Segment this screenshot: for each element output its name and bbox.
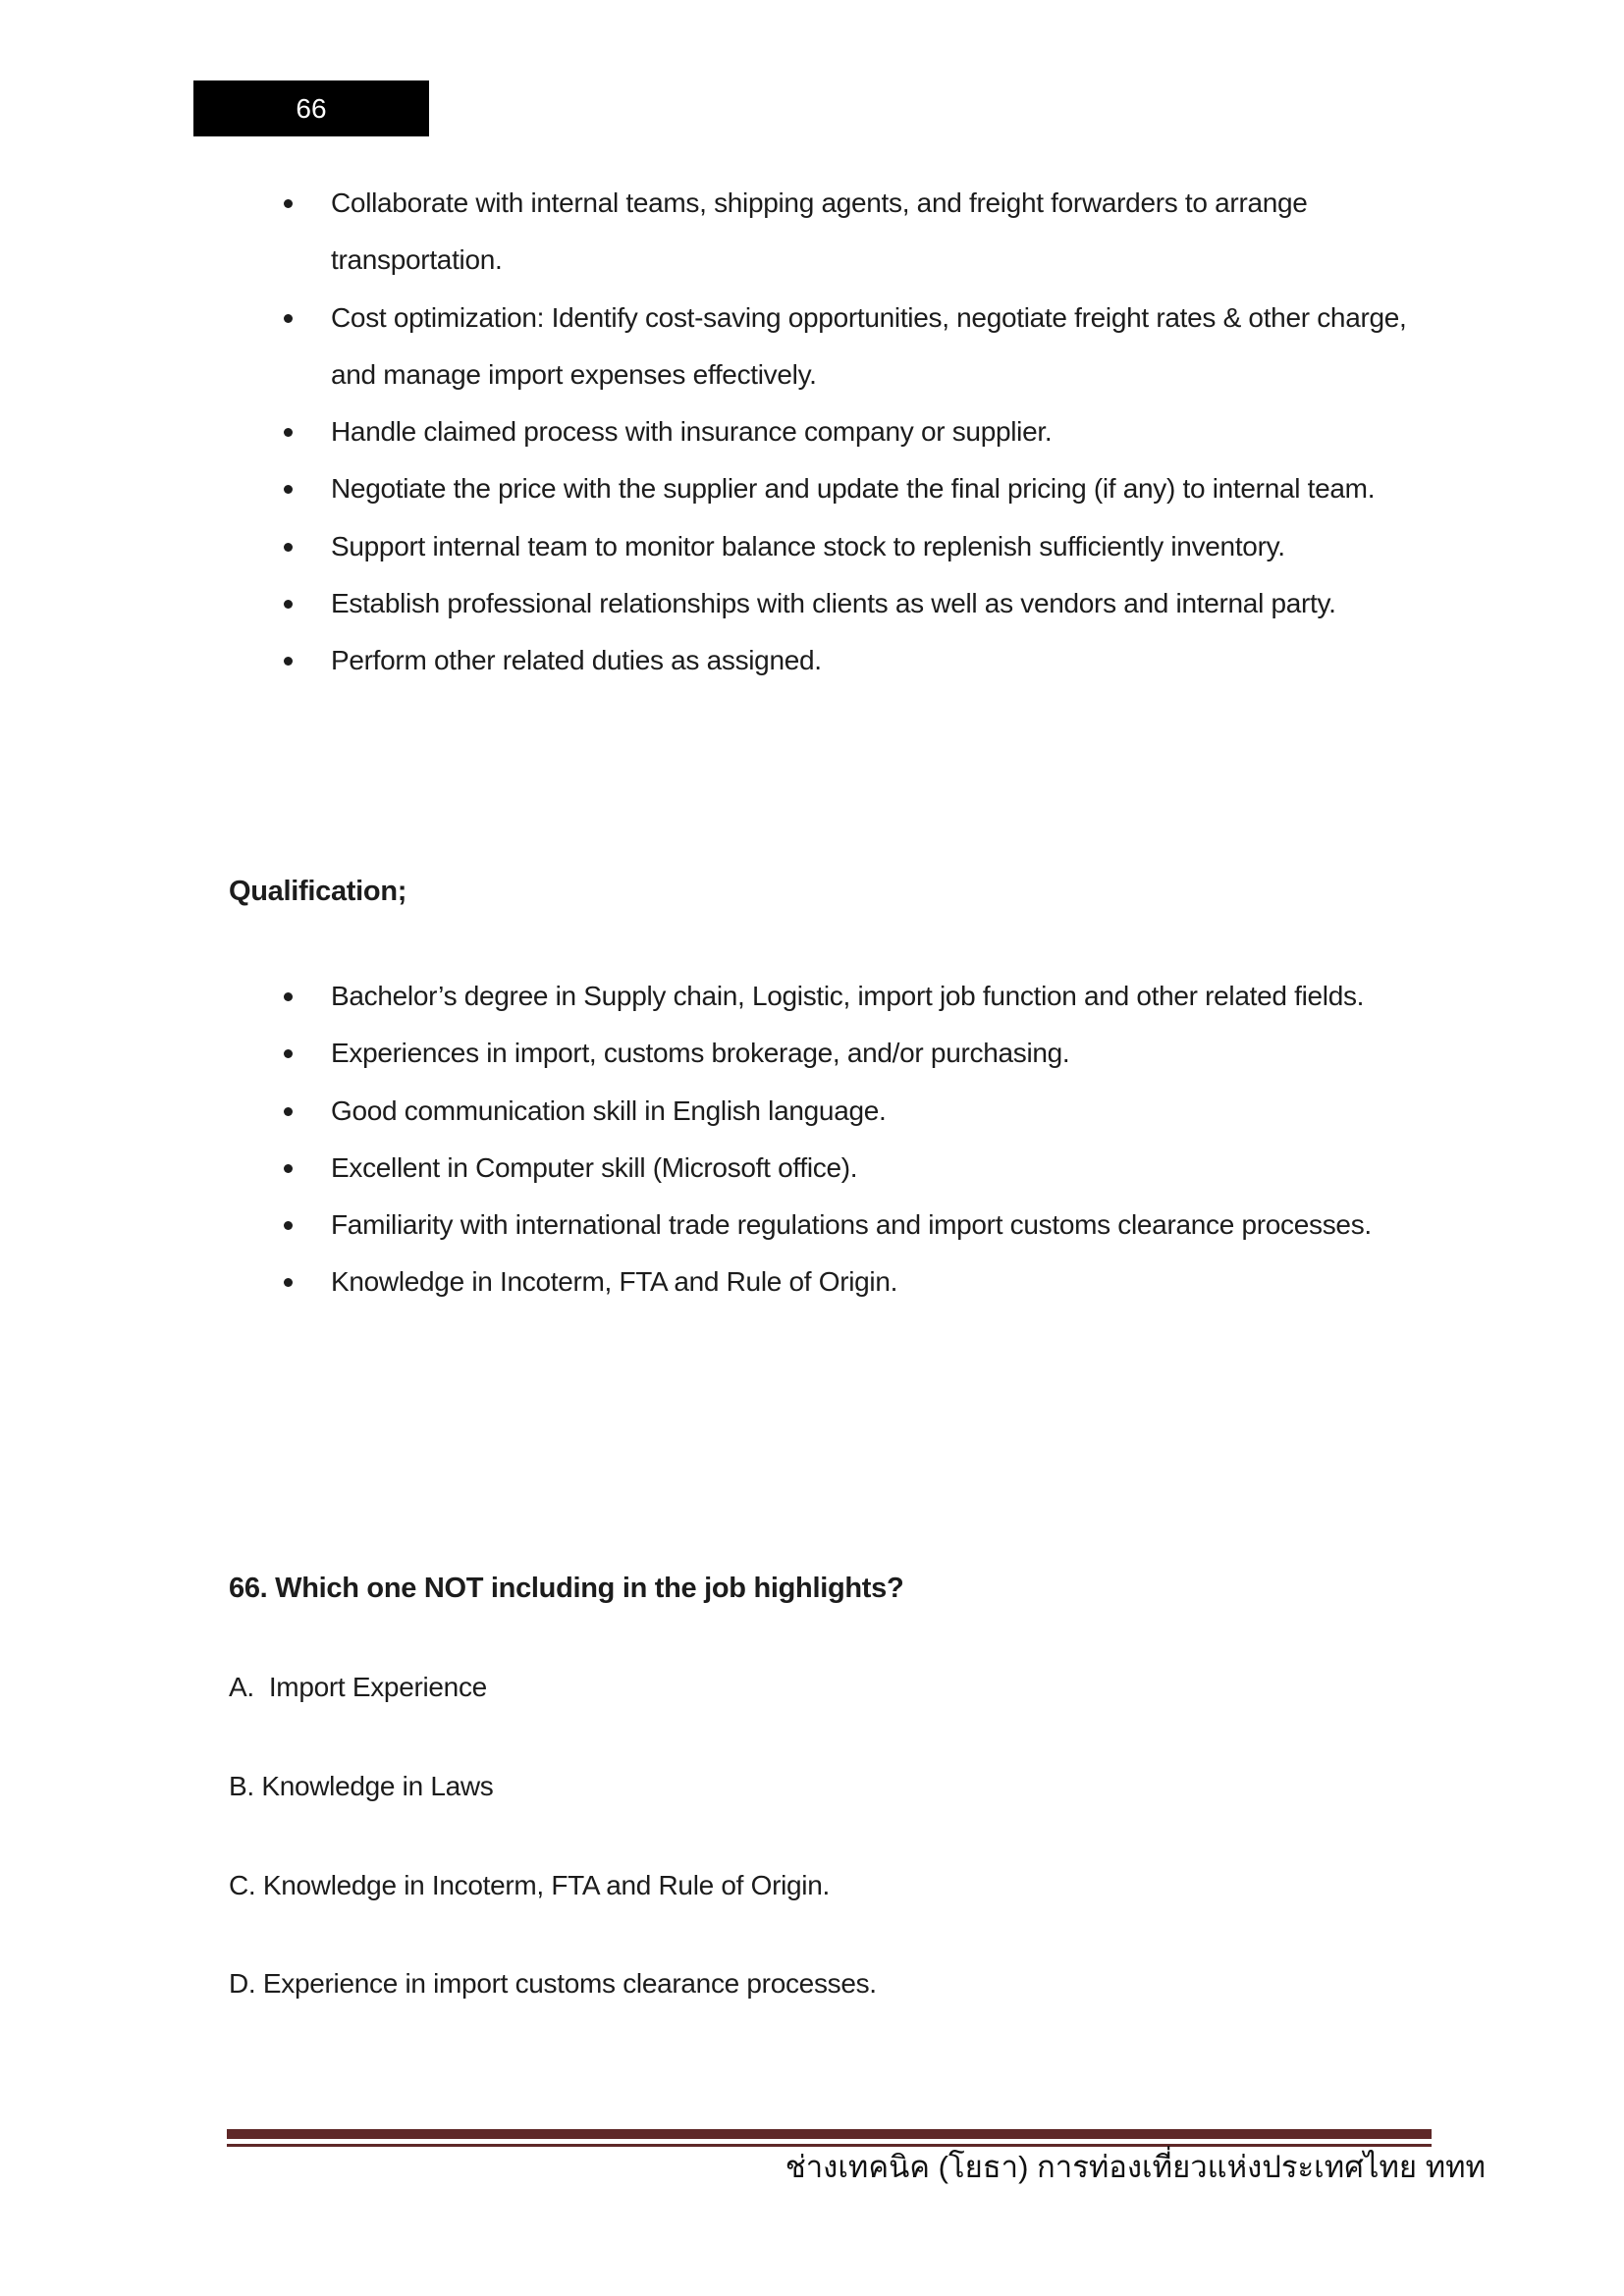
answer-option: D. Experience in import customs clearance processes.	[229, 1968, 877, 1999]
qualification-heading: Qualification;	[229, 876, 407, 907]
bullet-icon	[284, 428, 293, 437]
list-item	[229, 290, 1456, 404]
list-item	[229, 518, 1456, 575]
list-item-text: Good communication skill in English language.	[331, 1095, 887, 1126]
bullet-icon	[284, 543, 293, 552]
bullet-icon	[284, 1107, 293, 1116]
list-item-text: Familiarity with international trade regulations and import customs clearance processes.	[331, 1209, 1372, 1241]
list-item-text: Bachelor’s degree in Supply chain, Logistic, import job function and other related fields.	[331, 981, 1365, 1011]
list-item	[229, 968, 1456, 1025]
list-item	[229, 1140, 1456, 1197]
page-number-box	[193, 80, 429, 136]
list-item-text: Perform other related duties as assigned.	[331, 645, 822, 676]
list-item	[229, 403, 1456, 460]
list-item	[229, 632, 1456, 689]
list-item-text: Experiences in import, customs brokerage, and/or purchasing.	[331, 1038, 1070, 1069]
bullet-icon	[284, 1278, 293, 1287]
bullet-icon	[284, 485, 293, 494]
list-item	[229, 460, 1456, 517]
bullet-icon	[284, 657, 293, 666]
list-item-text: Excellent in Computer skill (Microsoft office).	[331, 1151, 858, 1183]
question-text: 66. Which one NOT including in the job highlights?	[229, 1573, 904, 1604]
footer-text: ช่างเทคนิค (โยธา) การท่องเที่ยวแห่งประเทศไทย ททท	[785, 2150, 1486, 2184]
footer-rule	[227, 2129, 1432, 2147]
answer-option: C. Knowledge in Incoterm, FTA and Rule of Origin.	[229, 1870, 830, 1900]
list-item-text: Establish professional relationships with clients as well as vendors and internal party.	[331, 588, 1336, 619]
bullet-icon	[284, 1221, 293, 1230]
list-item-text: Support internal team to monitor balance stock to replenish sufficiently inventory.	[331, 530, 1285, 561]
answer-option: A. Import Experience	[229, 1672, 487, 1702]
bullet-icon	[284, 199, 293, 208]
list-item	[229, 1083, 1456, 1140]
list-item	[229, 575, 1456, 632]
answer-option: B. Knowledge in Laws	[229, 1771, 494, 1801]
page-number: 66	[296, 92, 327, 124]
list-item-text: Cost optimization: Identify cost-saving opportunities, negotiate freight rates & other charge, and manage import expenses effectively.	[331, 301, 1407, 390]
bullet-icon	[284, 314, 293, 323]
bullet-icon	[284, 1164, 293, 1173]
bullet-icon	[284, 1049, 293, 1058]
bullet-icon	[284, 992, 293, 1001]
list-item	[229, 1025, 1456, 1082]
qualification-list	[229, 968, 1456, 1311]
list-item	[229, 1254, 1456, 1310]
list-item	[229, 1197, 1456, 1254]
list-item-text: Handle claimed process with insurance company or supplier.	[331, 416, 1053, 448]
list-item	[229, 175, 1456, 290]
bullet-icon	[284, 600, 293, 609]
list-item-text: Collaborate with internal teams, shipping agents, and freight forwarders to arrange transportation.	[331, 187, 1308, 276]
list-item-text: Negotiate the price with the supplier and update the final pricing (if any) to internal team.	[331, 473, 1376, 505]
list-item-text: Knowledge in Incoterm, FTA and Rule of Origin.	[331, 1266, 898, 1298]
job-duties-list	[229, 175, 1456, 690]
